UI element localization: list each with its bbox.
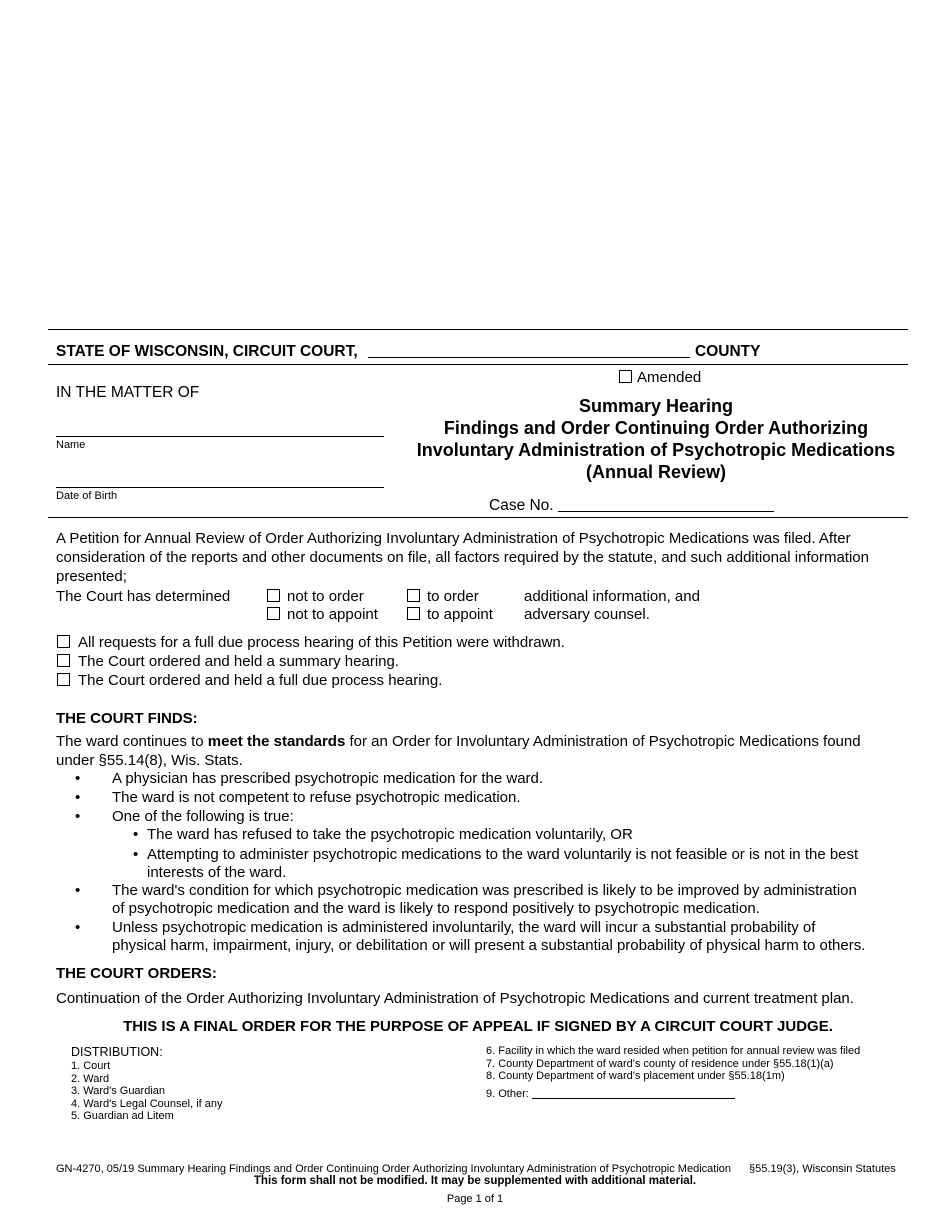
findings-lead-pre: The ward continues to — [56, 733, 208, 750]
to-order-label: to order — [427, 588, 479, 605]
not-to-order-checkbox[interactable] — [267, 589, 280, 602]
distribution-item: 4. Ward's Legal Counsel, if any — [71, 1097, 223, 1110]
name-label: Name — [56, 439, 86, 451]
findings-lead-bold: meet the standards — [207, 733, 346, 750]
findings-lead — [56, 732, 916, 770]
full-hearing-checkbox[interactable] — [57, 673, 70, 686]
not-to-appoint-label: not to appoint — [287, 606, 378, 623]
distribution-label: DISTRIBUTION: — [71, 1045, 163, 1059]
top-rule — [48, 329, 908, 330]
distribution-item: 8. County Department of ward's placement under §55.18(1m) — [486, 1070, 785, 1082]
to-appoint-checkbox[interactable] — [407, 607, 420, 620]
intro-paragraph — [56, 529, 916, 586]
distribution-item: 3. Ward's Guardian — [71, 1085, 166, 1097]
title-line-4: (Annual Review) — [585, 462, 727, 482]
page-number: Page 1 of 1 — [446, 1193, 504, 1205]
header-rule — [48, 364, 908, 365]
findings-heading: THE COURT FINDS: — [56, 710, 198, 727]
case-no-label: Case No. — [489, 497, 554, 514]
distribution-item: 1. Court — [71, 1060, 111, 1072]
county-label: COUNTY — [695, 343, 761, 360]
distribution-other-field[interactable] — [532, 1098, 735, 1099]
intro-line-3: presented; — [56, 568, 127, 585]
not-to-appoint-checkbox[interactable] — [267, 607, 280, 620]
case-no-field[interactable] — [558, 511, 774, 512]
matter-label: IN THE MATTER OF — [56, 384, 200, 401]
form-id: GN-4270, 05/19 Summary Hearing Findings and Order Continuing Order Authorizing Involuntary Administration of Psychotropic Medication — [56, 1163, 732, 1175]
distribution-right-list — [486, 1045, 860, 1083]
orders-heading: THE COURT ORDERS: — [56, 965, 217, 982]
distribution-left-list — [71, 1060, 223, 1123]
additional-info-label: additional information, and — [524, 588, 700, 605]
intro-line-1: A Petition for Annual Review of Order Authorizing Involuntary Administration of Psychotropic Medications was filed. After — [56, 530, 851, 547]
dob-field[interactable] — [56, 487, 384, 488]
to-appoint-label: to appoint — [427, 606, 493, 623]
orders-text: Continuation of the Order Authorizing Involuntary Administration of Psychotropic Medications and current treatment plan. — [56, 990, 854, 1007]
intro-line-2: consideration of the reports and other documents on file, all factors required by the statute, and such additional information — [56, 549, 869, 566]
adversary-counsel-label: adversary counsel. — [524, 606, 650, 623]
requests-withdrawn-label: All requests for a full due process hearing of this Petition were withdrawn. — [78, 634, 565, 651]
distribution-item: 5. Guardian ad Litem — [71, 1110, 174, 1122]
summary-hearing-checkbox[interactable] — [57, 654, 70, 667]
distribution-other-label: 9. Other: — [486, 1088, 529, 1100]
findings-lead-post: for an Order for Involuntary Administration of Psychotropic Medications found — [345, 733, 861, 750]
title-line-2: Findings and Order Continuing Order Authorizing — [443, 418, 869, 438]
amended-checkbox[interactable] — [619, 370, 632, 383]
distribution-item: 7. County Department of ward's county of residence under §55.18(1)(a) — [486, 1057, 834, 1070]
findings-lead-line2: under §55.14(8), Wis. Stats. — [56, 752, 243, 769]
statute-ref: §55.19(3), Wisconsin Statutes — [749, 1163, 896, 1175]
county-name-field[interactable] — [368, 357, 690, 358]
summary-hearing-label: The Court ordered and held a summary hearing. — [78, 653, 400, 670]
distribution-item: 2. Ward — [71, 1072, 110, 1085]
final-order-notice: THIS IS A FINAL ORDER FOR THE PURPOSE OF APPEAL IF SIGNED BY A CIRCUIT COURT JUDGE. — [123, 1018, 833, 1035]
distribution-item: 6. Facility in which the ward resided when petition for annual review was filed — [486, 1045, 861, 1057]
dob-label: Date of Birth — [56, 490, 118, 502]
form-title — [398, 395, 914, 483]
title-line-1: Summary Hearing — [578, 396, 734, 416]
caption-rule — [48, 517, 908, 518]
amended-label: Amended — [637, 369, 702, 386]
to-order-checkbox[interactable] — [407, 589, 420, 602]
modification-notice: This form shall not be modified. It may be supplemented with additional material. — [253, 1175, 697, 1187]
full-hearing-label: The Court ordered and held a full due process hearing. — [78, 672, 443, 689]
determined-label: The Court has determined — [56, 588, 231, 605]
name-field[interactable] — [56, 436, 384, 437]
court-label: STATE OF WISCONSIN, CIRCUIT COURT, — [56, 343, 358, 360]
not-to-order-label: not to order — [287, 588, 364, 605]
requests-withdrawn-checkbox[interactable] — [57, 635, 70, 648]
title-line-3: Involuntary Administration of Psychotropic Medications — [416, 440, 896, 460]
